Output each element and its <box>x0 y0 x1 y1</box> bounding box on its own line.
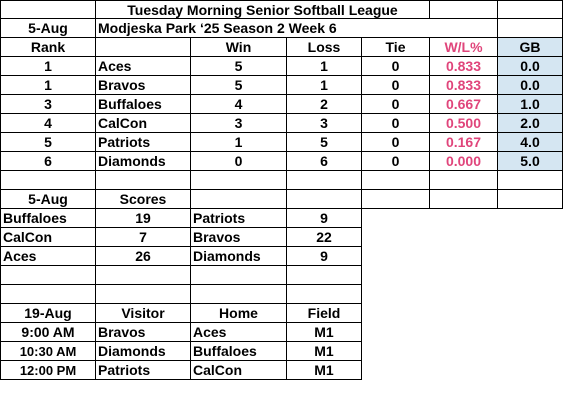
standings-win[interactable]: 1 <box>191 133 287 152</box>
standings-win[interactable]: 0 <box>191 152 287 171</box>
empty-cell[interactable] <box>498 19 563 38</box>
empty-cell[interactable] <box>287 285 362 304</box>
schedule-visitor[interactable]: Bravos <box>96 323 191 342</box>
standings-win-pct[interactable]: 0.667 <box>430 95 498 114</box>
standings-rank[interactable]: 3 <box>0 95 96 114</box>
empty-cell[interactable] <box>430 190 498 209</box>
header-field[interactable]: Field <box>287 304 362 323</box>
standings-tie[interactable]: 0 <box>362 152 430 171</box>
standings-tie[interactable]: 0 <box>362 133 430 152</box>
standings-team[interactable]: Buffaloes <box>96 95 191 114</box>
scores-date[interactable]: 5-Aug <box>0 190 96 209</box>
empty-cell[interactable] <box>96 171 191 190</box>
empty-cell[interactable] <box>498 171 563 190</box>
standings-gb[interactable]: 5.0 <box>498 152 563 171</box>
empty-cell[interactable] <box>0 285 96 304</box>
standings-win-pct[interactable]: 0.000 <box>430 152 498 171</box>
score-team[interactable]: Bravos <box>191 228 287 247</box>
empty-cell[interactable] <box>362 171 430 190</box>
league-title[interactable]: Tuesday Morning Senior Softball League <box>96 0 430 19</box>
schedule-visitor[interactable]: Diamonds <box>96 342 191 361</box>
empty-cell[interactable] <box>191 171 287 190</box>
standings-win-pct[interactable]: 0.500 <box>430 114 498 133</box>
score-team[interactable]: Buffaloes <box>0 209 96 228</box>
score-value[interactable]: 19 <box>96 209 191 228</box>
standings-loss[interactable]: 2 <box>287 95 362 114</box>
score-team[interactable]: CalCon <box>0 228 96 247</box>
standings-win-pct[interactable]: 0.167 <box>430 133 498 152</box>
score-value[interactable]: 7 <box>96 228 191 247</box>
standings-loss[interactable]: 1 <box>287 57 362 76</box>
standings-win[interactable]: 5 <box>191 57 287 76</box>
header-visitor[interactable]: Visitor <box>96 304 191 323</box>
standings-win[interactable]: 3 <box>191 114 287 133</box>
standings-tie[interactable]: 0 <box>362 57 430 76</box>
standings-subtitle[interactable]: Modjeska Park ‘25 Season 2 Week 6 <box>96 19 498 38</box>
empty-cell[interactable] <box>287 190 362 209</box>
empty-cell[interactable] <box>191 285 287 304</box>
score-team[interactable]: Diamonds <box>191 247 287 266</box>
score-value[interactable]: 9 <box>287 247 362 266</box>
header-home[interactable]: Home <box>191 304 287 323</box>
score-team[interactable]: Aces <box>0 247 96 266</box>
empty-cell[interactable] <box>96 38 191 57</box>
scores-label[interactable]: Scores <box>96 190 191 209</box>
score-value[interactable]: 22 <box>287 228 362 247</box>
standings-win[interactable]: 5 <box>191 76 287 95</box>
standings-gb[interactable]: 0.0 <box>498 57 563 76</box>
header-tie[interactable]: Tie <box>362 38 430 57</box>
schedule-home[interactable]: CalCon <box>191 361 287 380</box>
empty-cell[interactable] <box>362 190 430 209</box>
score-value[interactable]: 9 <box>287 209 362 228</box>
empty-cell[interactable] <box>96 285 191 304</box>
standings-gb[interactable]: 4.0 <box>498 133 563 152</box>
empty-cell[interactable] <box>287 266 362 285</box>
standings-tie[interactable]: 0 <box>362 95 430 114</box>
standings-tie[interactable]: 0 <box>362 76 430 95</box>
standings-loss[interactable]: 3 <box>287 114 362 133</box>
schedule-time[interactable]: 12:00 PM <box>0 361 96 380</box>
standings-team[interactable]: Patriots <box>96 133 191 152</box>
header-gb[interactable]: GB <box>498 38 563 57</box>
score-value[interactable]: 26 <box>96 247 191 266</box>
schedule-home[interactable]: Buffaloes <box>191 342 287 361</box>
standings-loss[interactable]: 6 <box>287 152 362 171</box>
standings-team[interactable]: Bravos <box>96 76 191 95</box>
empty-cell[interactable] <box>0 171 96 190</box>
empty-cell[interactable] <box>0 0 96 19</box>
empty-cell[interactable] <box>191 190 287 209</box>
empty-cell[interactable] <box>498 190 563 209</box>
standings-loss[interactable]: 1 <box>287 76 362 95</box>
standings-team[interactable]: CalCon <box>96 114 191 133</box>
standings-date[interactable]: 5-Aug <box>0 19 96 38</box>
standings-loss[interactable]: 5 <box>287 133 362 152</box>
empty-cell[interactable] <box>287 171 362 190</box>
standings-win[interactable]: 4 <box>191 95 287 114</box>
standings-gb[interactable]: 2.0 <box>498 114 563 133</box>
standings-gb[interactable]: 1.0 <box>498 95 563 114</box>
empty-cell[interactable] <box>498 0 563 19</box>
standings-tie[interactable]: 0 <box>362 114 430 133</box>
empty-cell[interactable] <box>96 266 191 285</box>
standings-team[interactable]: Aces <box>96 57 191 76</box>
schedule-field[interactable]: M1 <box>287 342 362 361</box>
header-loss[interactable]: Loss <box>287 38 362 57</box>
schedule-time[interactable]: 9:00 AM <box>0 323 96 342</box>
schedule-field[interactable]: M1 <box>287 323 362 342</box>
standings-rank[interactable]: 1 <box>0 76 96 95</box>
standings-win-pct[interactable]: 0.833 <box>430 76 498 95</box>
empty-cell[interactable] <box>0 266 96 285</box>
standings-rank[interactable]: 1 <box>0 57 96 76</box>
standings-team[interactable]: Diamonds <box>96 152 191 171</box>
standings-win-pct[interactable]: 0.833 <box>430 57 498 76</box>
header-rank[interactable]: Rank <box>0 38 96 57</box>
standings-rank[interactable]: 6 <box>0 152 96 171</box>
schedule-date[interactable]: 19-Aug <box>0 304 96 323</box>
empty-cell[interactable] <box>191 266 287 285</box>
header-win-pct[interactable]: W/L% <box>430 38 498 57</box>
standings-gb[interactable]: 0.0 <box>498 76 563 95</box>
schedule-visitor[interactable]: Patriots <box>96 361 191 380</box>
schedule-home[interactable]: Aces <box>191 323 287 342</box>
score-team[interactable]: Patriots <box>191 209 287 228</box>
empty-cell[interactable] <box>430 0 498 19</box>
schedule-field[interactable]: M1 <box>287 361 362 380</box>
standings-rank[interactable]: 4 <box>0 114 96 133</box>
header-win[interactable]: Win <box>191 38 287 57</box>
empty-cell[interactable] <box>430 171 498 190</box>
schedule-time[interactable]: 10:30 AM <box>0 342 96 361</box>
standings-rank[interactable]: 5 <box>0 133 96 152</box>
